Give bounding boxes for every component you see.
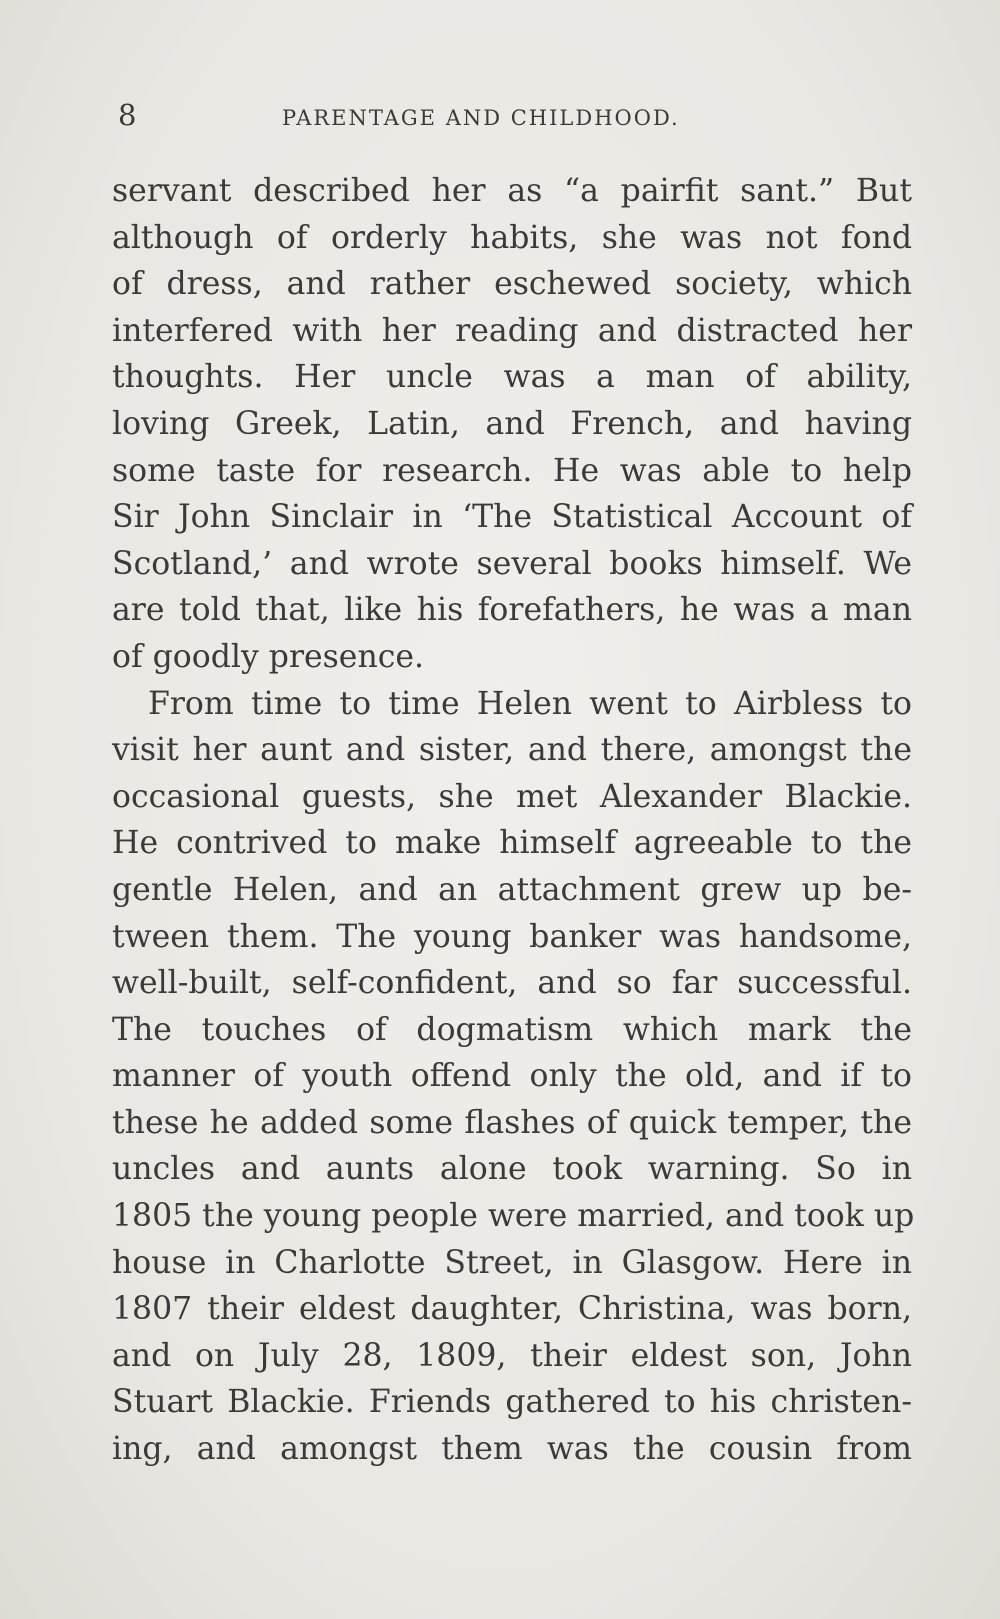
text-line: of goodly presence. (112, 638, 425, 675)
text-line: interfered with her reading and distracted her (112, 312, 912, 349)
text-line: ing, and amongst them was the cousin from (112, 1431, 912, 1468)
page-number: 8 (118, 98, 137, 132)
text-line: although of orderly habits, she was not fond (112, 219, 912, 256)
text-line: The touches of dogmatism which mark the (112, 1011, 912, 1048)
text-line: some taste for research. He was able to help (112, 452, 912, 489)
text-line: gentle Helen, and an attachment grew up be- (112, 871, 912, 908)
text-line: tween them. The young banker was handsome, (112, 918, 912, 955)
text-line: well-built, self-confident, and so far successful. (112, 965, 912, 1002)
text-line: visit her aunt and sister, and there, amongst the (112, 732, 912, 769)
text-line: loving Greek, Latin, and French, and having (112, 405, 912, 442)
text-line: From time to time Helen went to Airbless to (148, 685, 912, 722)
text-line: and on July 28, 1809, their eldest son, John (112, 1337, 912, 1374)
text-line: occasional guests, she met Alexander Blackie. (112, 778, 912, 815)
text-line: He contrived to make himself agreeable to the (112, 825, 912, 862)
text-line: of dress, and rather eschewed society, which (112, 266, 912, 303)
text-line: Stuart Blackie. Friends gathered to his christen- (112, 1384, 912, 1421)
text-line: thoughts. Her uncle was a man of ability, (112, 359, 912, 396)
text-line: Scotland,’ and wrote several books himself. We (112, 545, 912, 582)
text-line: 1807 their eldest daughter, Christina, was born, (112, 1291, 912, 1328)
text-line: manner of youth offend only the old, and if to (112, 1058, 912, 1095)
text-line: house in Charlotte Street, in Glasgow. Here in (112, 1244, 912, 1281)
body-text (112, 168, 915, 1473)
text-line: servant described her as “a pairfit sant.” But (112, 173, 912, 209)
text-line: are told that, like his forefathers, he was a man (112, 592, 912, 629)
text-line: uncles and aunts alone took warning. So in (112, 1151, 912, 1188)
text-line: these he added some flashes of quick temper, the (112, 1104, 912, 1141)
running-head: PARENTAGE AND CHILDHOOD. (282, 106, 680, 130)
text-line: Sir John Sinclair in ‘The Statistical Account of (112, 499, 912, 536)
page-header (118, 98, 748, 138)
text-line: 1805 the young people were married, and took up (112, 1198, 915, 1235)
